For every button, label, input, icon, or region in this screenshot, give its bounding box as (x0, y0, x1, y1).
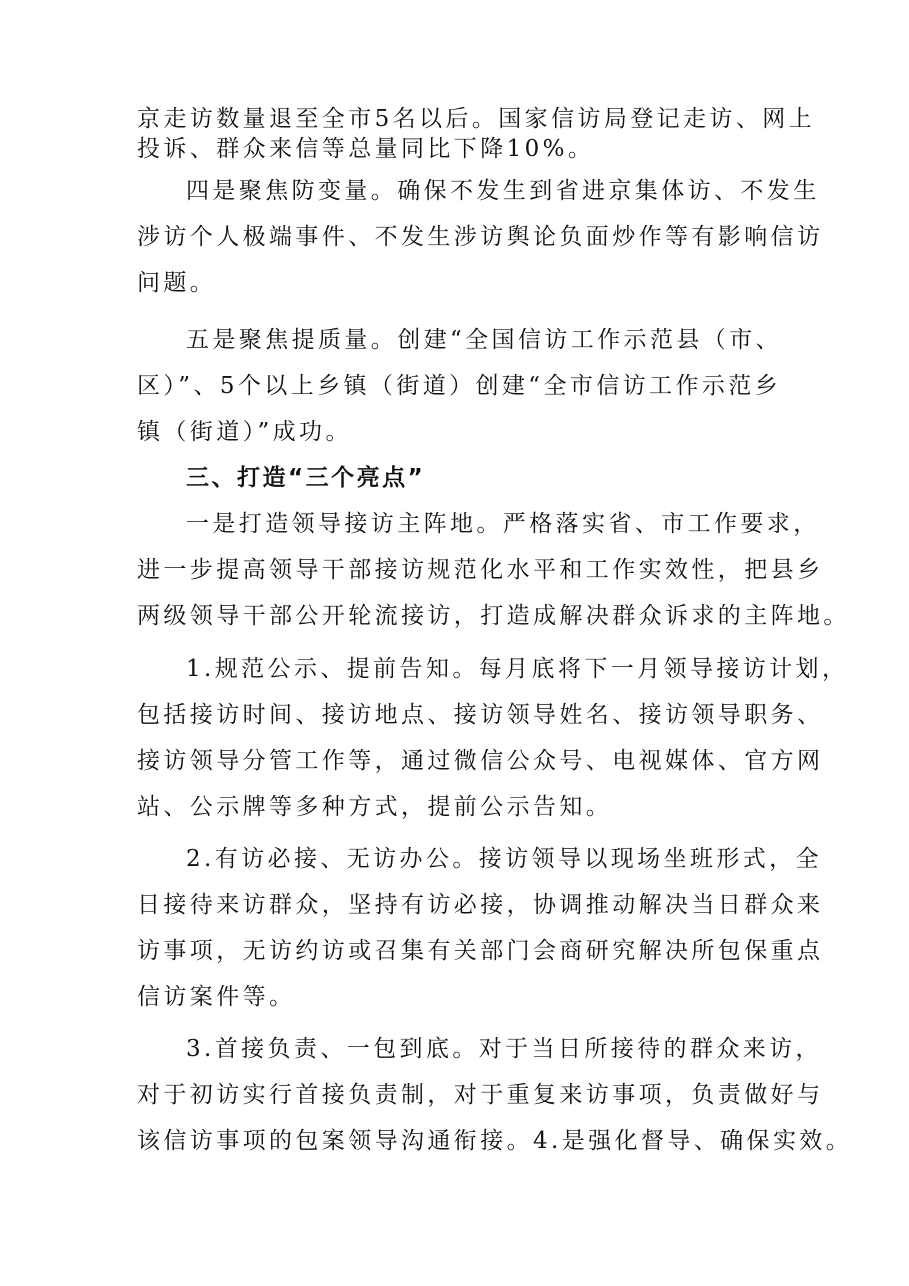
text-line: 日接待来访群众，坚持有访必接，协调推动解决当日群众来 (137, 892, 824, 918)
paragraph-start-line: 一是打造领导接访主阵地。严格落实省、市工作要求， (186, 511, 820, 537)
text-line: 投诉、群众来信等总量同比下降10%。 (137, 136, 595, 162)
paragraph-start-line: 3.首接负责、一包到底。对于当日所接待的群众来访， (186, 1036, 822, 1062)
paragraph-start-line: 五是聚焦提质量。创建“全国信访工作示范县（市、 (186, 327, 782, 353)
paragraph-start-line: 1.规范公示、提前告知。每月底将下一月领导接访计划， (186, 656, 849, 682)
text-line: 镇（街道）”成功。 (137, 419, 352, 445)
text-line: 区）”、5个以上乡镇（街道）创建“全市信访工作示范乡 (137, 373, 782, 399)
text-line: 问题。 (137, 270, 217, 296)
text-line: 信访案件等。 (137, 984, 296, 1010)
text-line: 该信访事项的包案领导沟通衔接。4.是强化督导、确保实效。 (137, 1128, 853, 1154)
text-line: 站、公示牌等多种方式，提前公示告知。 (137, 794, 613, 820)
section-heading: 三、打造“三个亮点” (186, 465, 426, 491)
text-line: 接访领导分管工作等，通过微信公众号、电视媒体、官方网 (137, 748, 824, 774)
text-line: 对于初访实行首接负责制，对于重复来访事项，负责做好与 (137, 1082, 824, 1108)
paragraph-start-line: 2.有访必接、无访办公。接访领导以现场坐班形式，全 (186, 846, 822, 872)
text-line: 涉访个人极端事件、不发生涉访舆论负面炒作等有影响信访 (137, 224, 824, 250)
text-line: 包括接访时间、接访地点、接访领导姓名、接访领导职务、 (137, 702, 824, 728)
text-line: 两级领导干部公开轮流接访，打造成解决群众诉求的主阵地。 (137, 603, 850, 629)
text-line: 访事项，无访约访或召集有关部门会商研究解决所包保重点 (137, 938, 824, 964)
text-line: 进一步提高领导干部接访规范化水平和工作实效性，把县乡 (137, 557, 824, 583)
paragraph-start-line: 四是聚焦防变量。确保不发生到省进京集体访、不发生 (186, 178, 820, 204)
text-line: 京走访数量退至全市5名以后。国家信访局登记走访、网上 (137, 106, 816, 132)
